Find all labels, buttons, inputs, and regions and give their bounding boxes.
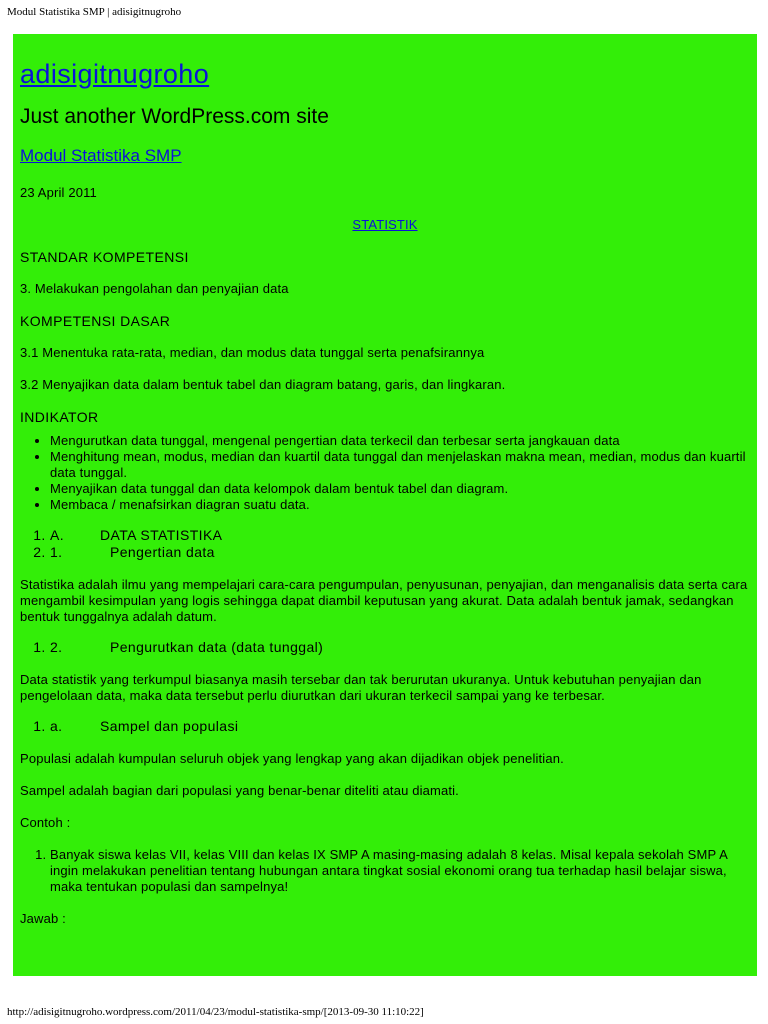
section-outline-list — [20, 639, 750, 656]
list-item: • Mengurutkan data tunggal, mengenal pengertian data terkecil dan terbesar serta jangkauan data — [50, 433, 750, 449]
kompetensi-dasar-item: 3.2 Menyajikan data dalam bentuk tabel dan diagram batang, garis, dan lingkaran. — [20, 377, 506, 392]
kompetensi-dasar-item: 3.1 Menentuka rata-rata, median, dan modus data tunggal serta penafsirannya — [20, 345, 485, 360]
standar-kompetensi-item: 3. Melakukan pengolahan dan penyajian data — [20, 281, 289, 296]
paragraph-pengurutan: Data statistik yang terkumpul biasanya masih tersebar dan tak berurutan ukuranya. Untuk kebutuhan penyajian dan pengelolaan data, maka data tersebut perlu diurutkan dari ukuran terkecil sampai yang ke terbesar. — [20, 672, 702, 703]
list-item: • Menghitung mean, modus, median dan kuartil data tunggal dan menjelaskan makna mean, median, modus dan kuartil data tunggal. — [50, 449, 750, 481]
jawab-label: Jawab : — [20, 911, 66, 926]
section-heading-pengertian-data — [50, 544, 750, 561]
list-item: 1. Banyak siswa kelas VII, kelas VIII dan kelas IX SMP A masing-masing adalah 8 kelas. Misal kepala sekolah SMP A ingin melakukan penelitian tentang hubungan antara tingkat sosial ekonomi orang tua terhadap hasil belajar siswa, maka tentukan populasi dan sampelnya! — [50, 847, 750, 895]
site-title — [20, 57, 750, 91]
kompetensi-dasar-heading: KOMPETENSI DASAR — [20, 313, 171, 329]
site-title-link[interactable]: adisigitnugroho — [20, 59, 210, 89]
standar-kompetensi-heading: STANDAR KOMPETENSI — [20, 249, 189, 265]
list-item: • Menyajikan data tunggal dan data kelompok dalam bentuk tabel dan diagram. — [50, 481, 750, 497]
post-content-area — [13, 34, 757, 976]
section-marker: 1. — [50, 544, 63, 560]
section-text: Sampel dan populasi — [100, 718, 239, 734]
section-marker: A. — [50, 527, 65, 543]
indikator-list — [20, 433, 750, 513]
post-title — [20, 145, 750, 167]
paragraph-populasi: Populasi adalah kumpulan seluruh objek yang lengkap yang akan dijadikan objek penelitian. — [20, 751, 564, 766]
section-outline-list — [20, 718, 750, 735]
indikator-heading: INDIKATOR — [20, 409, 99, 425]
paragraph-statistika: Statistika adalah ilmu yang mempelajari cara-cara pengumpulan, penyusunan, penyajian, dan menganalisis data serta cara mengambil kesimpulan yang logis sehingga dapat diambil keputusan yang akurat. Data adalah bentuk jamak, sedangkan bentuk tunggalnya adalah datum. — [20, 577, 748, 624]
example-list — [20, 847, 750, 895]
site-tagline: Just another WordPress.com site — [20, 105, 329, 128]
section-marker: a. — [50, 718, 63, 734]
section-heading-data-statistika — [50, 527, 750, 544]
section-heading-sampel-populasi — [50, 718, 750, 735]
paragraph-sampel: Sampel adalah bagian dari populasi yang benar-benar diteliti atau diamati. — [20, 783, 459, 798]
contoh-label: Contoh : — [20, 815, 71, 830]
section-text: Pengurutkan data (data tunggal) — [110, 639, 324, 655]
post-date: 23 April 2011 — [20, 185, 97, 200]
list-item: • Membaca / menafsirkan diagran suatu data. — [50, 497, 750, 513]
section-outline-list — [20, 527, 750, 561]
section-text: DATA STATISTIKA — [100, 527, 223, 543]
post-title-link[interactable]: Modul Statistika SMP — [20, 146, 182, 165]
category-heading — [20, 217, 750, 233]
section-heading-pengurutan-data — [50, 639, 750, 656]
print-page-title: Modul Statistika SMP | adisigitnugroho — [7, 6, 182, 18]
section-text: Pengertian data — [110, 544, 215, 560]
print-page-url: http://adisigitnugroho.wordpress.com/2011/04/23/modul-statistika-smp/[2013-09-30 11:10:22] — [7, 1006, 424, 1018]
section-marker: 2. — [50, 639, 63, 655]
category-link-statistik[interactable]: STATISTIK — [352, 217, 418, 232]
